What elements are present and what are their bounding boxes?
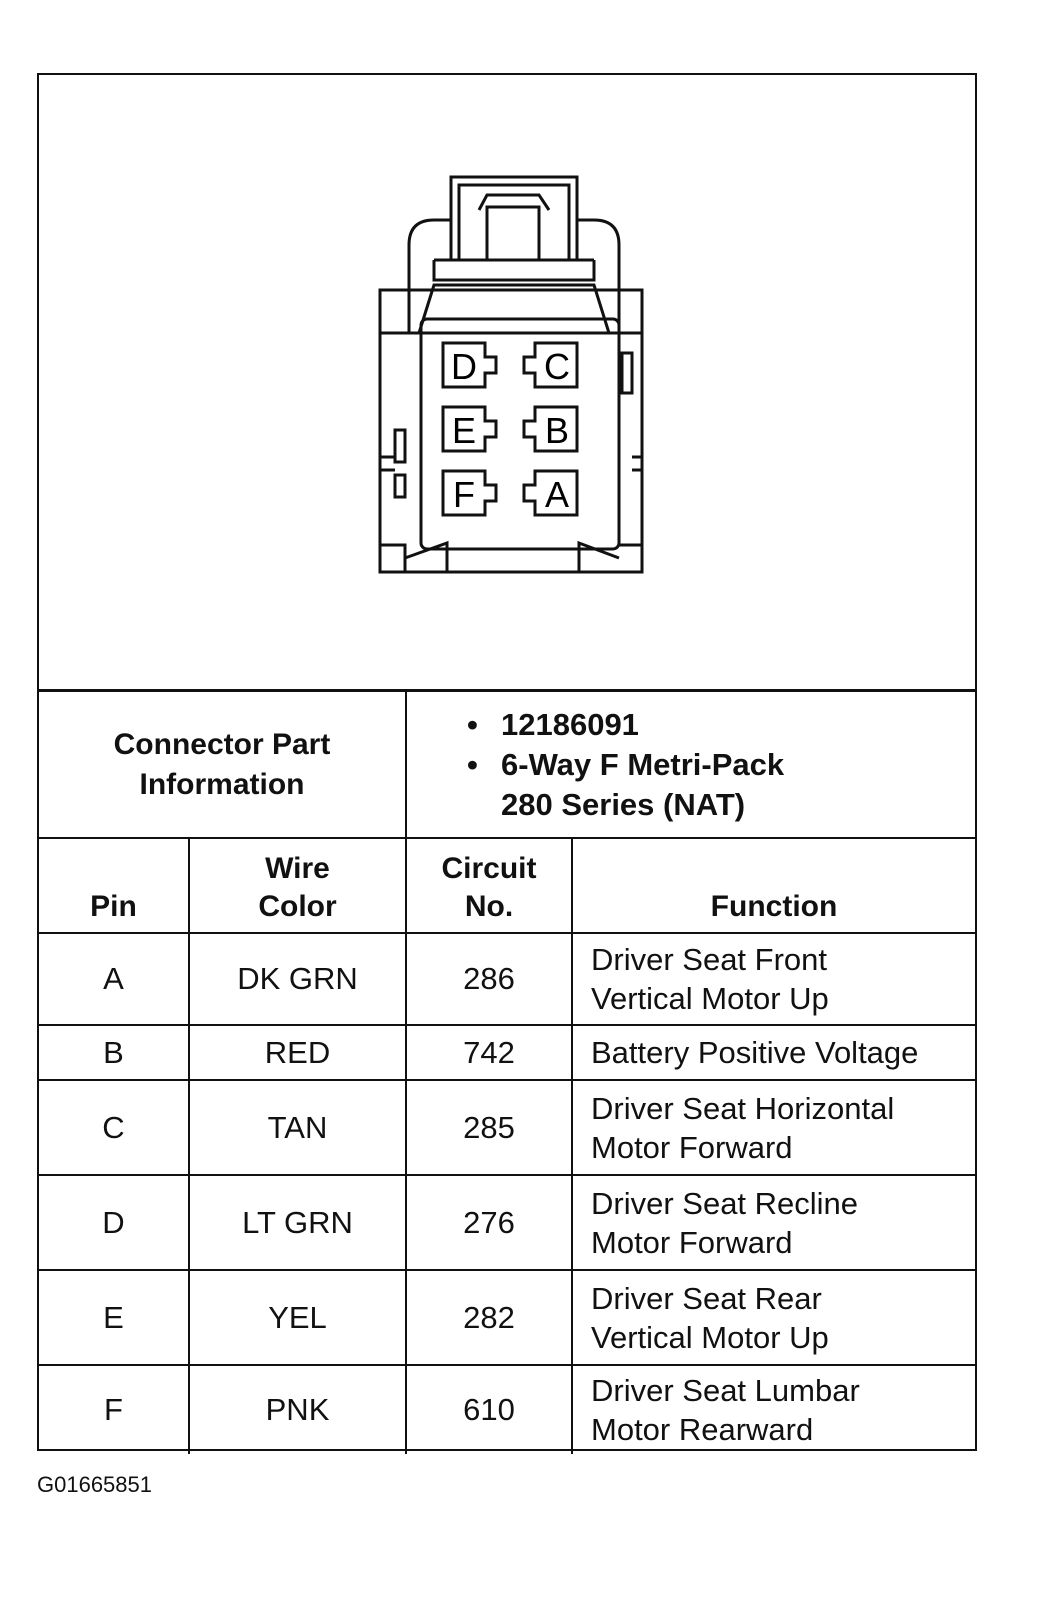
diagram-frame [37, 73, 977, 1451]
pin-labels [451, 346, 570, 515]
header-wire-color: Wire Color [189, 838, 406, 933]
connector-face-drawing [39, 75, 975, 689]
pin-cell: F [39, 1365, 189, 1454]
pin-label-f: F [453, 474, 475, 515]
pin-label-a: A [544, 474, 570, 515]
wire-color-cell: DK GRN [189, 933, 406, 1025]
figure-code: G01665851 [37, 1472, 152, 1497]
function-cell: Driver Seat Front Vertical Motor Up [572, 933, 975, 1025]
table-row [39, 1025, 975, 1080]
connector-diagram-area [39, 75, 975, 692]
wire-color-cell: YEL [189, 1270, 406, 1365]
circuit-cell: 276 [406, 1175, 572, 1270]
pin-cell: B [39, 1025, 189, 1080]
table-row [39, 1175, 975, 1270]
circuit-cell: 610 [406, 1365, 572, 1454]
part-number: • 12186091 [467, 705, 975, 745]
pin-label-e: E [451, 410, 477, 451]
part-info-row [39, 692, 975, 838]
table-row [39, 1365, 975, 1454]
header-pin: Pin [39, 838, 189, 933]
header-function: Function [572, 838, 975, 933]
function-cell: Driver Seat Horizontal Motor Forward [572, 1080, 975, 1175]
function-cell: Driver Seat Recline Motor Forward [572, 1175, 975, 1270]
connector-description: • 6-Way F Metri-Pack 280 Series (NAT) [467, 745, 841, 825]
table-header-row [39, 838, 975, 933]
table-row [39, 1080, 975, 1175]
circuit-cell: 285 [406, 1080, 572, 1175]
wire-color-cell: PNK [189, 1365, 406, 1454]
circuit-cell: 742 [406, 1025, 572, 1080]
pin-cell: C [39, 1080, 189, 1175]
circuit-cell: 282 [406, 1270, 572, 1365]
pin-label-c: C [544, 346, 570, 387]
pin-cell: A [39, 933, 189, 1025]
header-circuit: Circuit No. [406, 838, 572, 933]
connector-pinout-table [39, 692, 975, 1454]
wire-color-cell: RED [189, 1025, 406, 1080]
table-row [39, 933, 975, 1025]
pin-label-d: D [451, 346, 477, 387]
pin-cell: E [39, 1270, 189, 1365]
wire-color-cell: TAN [189, 1080, 406, 1175]
circuit-cell: 286 [406, 933, 572, 1025]
pin-cell: D [39, 1175, 189, 1270]
table-row [39, 1270, 975, 1365]
function-cell: Battery Positive Voltage [572, 1025, 975, 1080]
function-cell: Driver Seat Lumbar Motor Rearward [572, 1365, 975, 1454]
wire-color-cell: LT GRN [189, 1175, 406, 1270]
function-cell: Driver Seat Rear Vertical Motor Up [572, 1270, 975, 1365]
part-info-list [406, 692, 975, 838]
part-info-label: Connector Part Information [39, 692, 406, 838]
pin-label-b: B [544, 410, 570, 451]
